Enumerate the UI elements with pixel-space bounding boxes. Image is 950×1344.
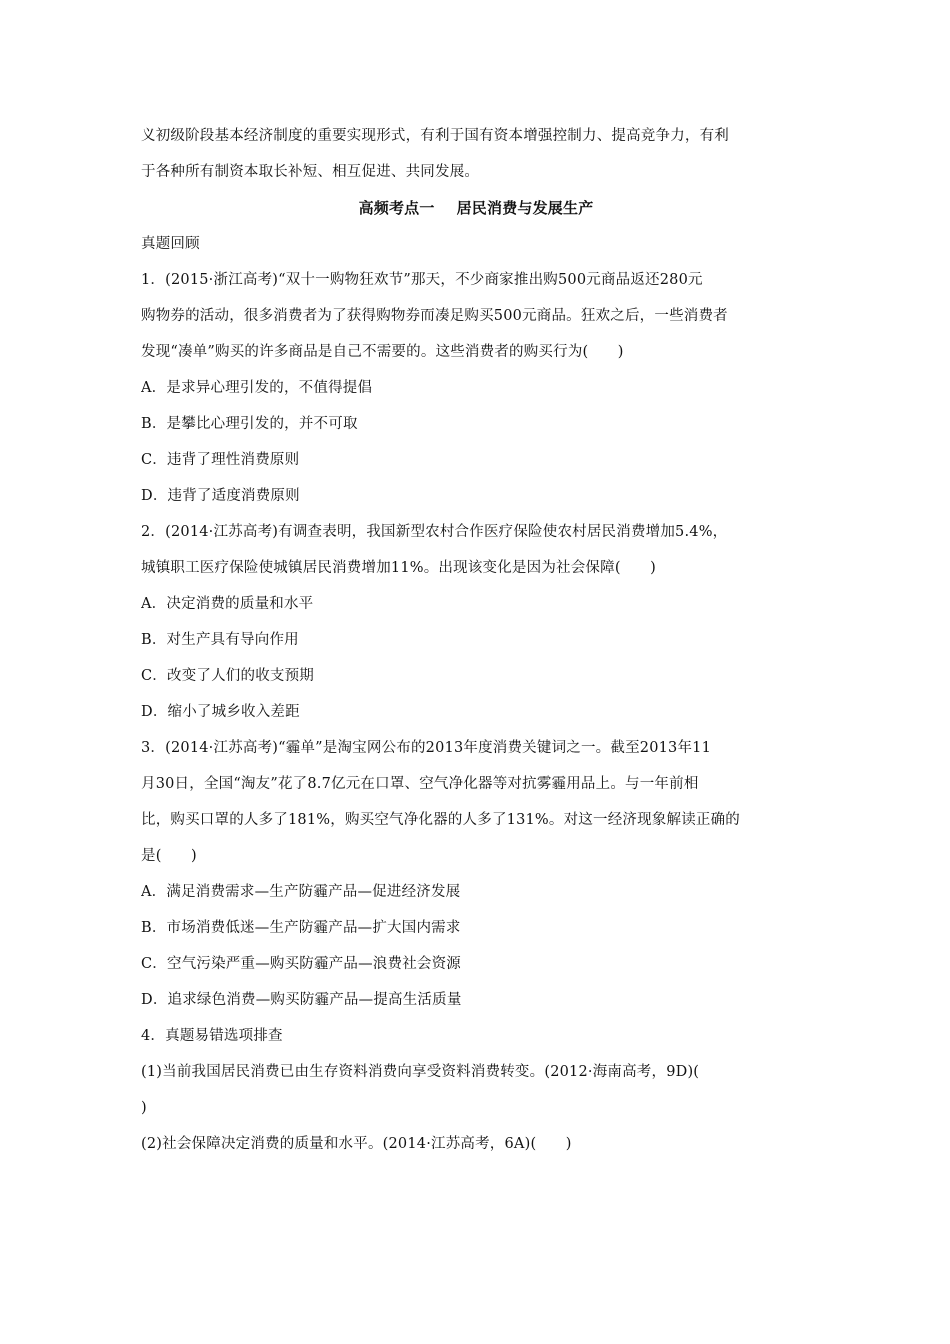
q2-option-c: C．改变了人们的收支预期	[141, 668, 314, 684]
q1-option-a: A．是求异心理引发的，不值得提倡	[141, 380, 373, 396]
q1-stem-line-1: 1．(2015·浙江高考)“双十一购物狂欢节”那天，不少商家推出购500元商品返还280元	[141, 272, 703, 288]
q1-stem-line-3: 发现“凑单”购买的许多商品是自己不需要的。这些消费者的购买行为( )	[141, 344, 624, 360]
heading-part-2: 居民消费与发展生产	[456, 199, 594, 217]
q4-item-1: (1)当前我国居民消费已由生存资料消费向享受资料消费转变。(2012·海南高考，9D)(	[141, 1064, 700, 1080]
q2-option-a: A．决定消费的质量和水平	[141, 596, 314, 612]
section-label: 真题回顾	[141, 236, 200, 252]
heading-part-1: 高频考点一	[358, 199, 435, 217]
q3-option-b: B．市场消费低迷—生产防霾产品—扩大国内需求	[141, 920, 461, 936]
q4-item-1-continued: )	[141, 1100, 147, 1116]
q3-stem-line-3: 比，购买口罩的人多了181%，购买空气净化器的人多了131%。对这一经济现象解读正确的	[141, 812, 741, 828]
q3-option-a: A．满足消费需求—生产防霾产品—促进经济发展	[141, 884, 461, 900]
q3-option-d: D．追求绿色消费—购买防霾产品—提高生活质量	[141, 992, 462, 1008]
q3-stem-line-2: 月30日，全国“淘友”花了8.7亿元在口罩、空气净化器等对抗雾霾用品上。与一年前相	[141, 776, 699, 792]
q2-option-b: B．对生产具有导向作用	[141, 632, 299, 648]
q1-stem-line-2: 购物券的活动，很多消费者为了获得购物券而凑足购买500元商品。狂欢之后，一些消费者	[141, 308, 728, 324]
q3-stem-line-4: 是( )	[141, 848, 197, 864]
q4-title: 4．真题易错选项排查	[141, 1028, 283, 1044]
q3-stem-line-1: 3．(2014·江苏高考)“霾单”是淘宝网公布的2013年度消费关键词之一。截至2013年11	[141, 740, 712, 756]
intro-line-1: 义初级阶段基本经济制度的重要实现形式，有利于国有资本增强控制力、提高竞争力，有利	[141, 128, 729, 144]
q4-item-2: (2)社会保障决定消费的质量和水平。(2014·江苏高考，6A)( )	[141, 1136, 572, 1152]
q2-stem-line-1: 2．(2014·江苏高考)有调查表明，我国新型农村合作医疗保险使农村居民消费增加5.4%，	[141, 524, 728, 540]
q1-option-b: B．是攀比心理引发的，并不可取	[141, 416, 358, 432]
q2-option-d: D．缩小了城乡收入差距	[141, 704, 300, 720]
q3-option-c: C．空气污染严重—购买防霾产品—浪费社会资源	[141, 956, 461, 972]
intro-line-2: 于各种所有制资本取长补短、相互促进、共同发展。	[141, 164, 480, 180]
q2-stem-line-2: 城镇职工医疗保险使城镇居民消费增加11%。出现该变化是因为社会保障( )	[141, 560, 656, 576]
q1-option-c: C．违背了理性消费原则	[141, 452, 300, 468]
section-heading	[141, 190, 811, 226]
q1-option-d: D．违背了适度消费原则	[141, 488, 300, 504]
document-body	[141, 118, 811, 1162]
